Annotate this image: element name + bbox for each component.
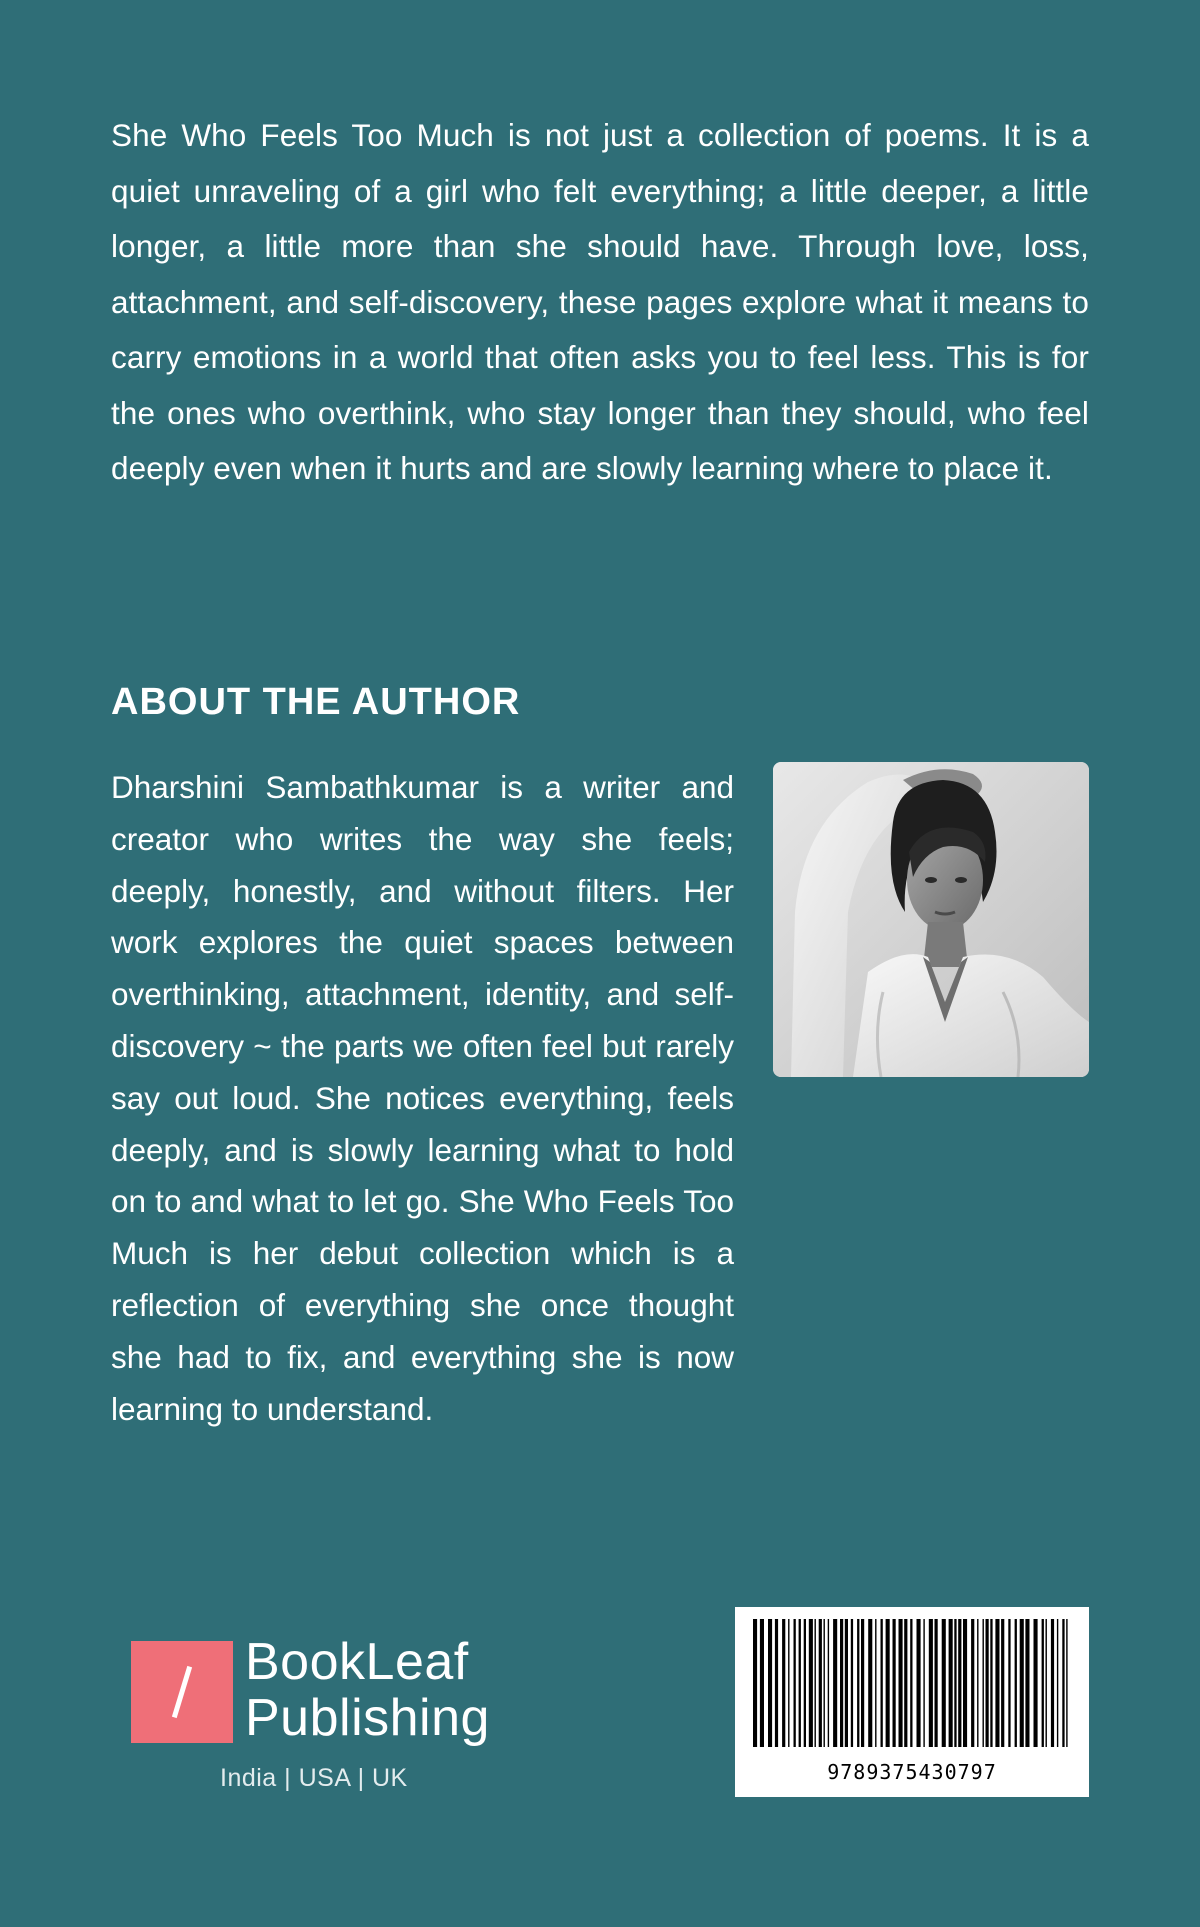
isbn-barcode <box>735 1607 1089 1797</box>
barcode-bar <box>1015 1619 1017 1747</box>
barcode-bar <box>760 1619 764 1747</box>
barcode-bar <box>899 1619 903 1747</box>
barcode-bar <box>942 1619 946 1747</box>
publisher-logo <box>131 1633 511 1796</box>
book-blurb: She Who Feels Too Much is not just a collection of poems. It is a quiet unraveling of a girl who felt everything; a little deeper, a little longer, a little more than she should have. Through love, loss, attachment, and self-discovery, these pages explore what it means to carry emotions in a world that often asks you to feel less. This is for the ones who overthink, who stay longer than they should, who feel deeply even when it hurts and are slowly learning where to place it. <box>111 117 1089 486</box>
barcode-bar <box>851 1619 853 1747</box>
barcode-bar <box>833 1619 837 1747</box>
barcode-bar <box>1062 1619 1064 1747</box>
isbn-number: 9789375430797 <box>827 1760 997 1784</box>
barcode-bars <box>735 1607 1089 1757</box>
slash-mark-icon <box>131 1641 233 1743</box>
barcode-bar <box>1046 1619 1047 1747</box>
barcode-bar <box>788 1619 789 1747</box>
barcode-bar <box>990 1619 992 1747</box>
barcode-bar <box>782 1619 785 1747</box>
barcode-bar <box>875 1619 876 1747</box>
barcode-bar <box>824 1619 825 1747</box>
publisher-name-line1: BookLeaf <box>245 1633 469 1691</box>
barcode-bar <box>1042 1619 1044 1747</box>
barcode-bar <box>828 1619 829 1747</box>
barcode-bar <box>958 1619 961 1747</box>
barcode-bar <box>923 1619 924 1747</box>
barcode-bar <box>986 1619 989 1747</box>
barcode-bar <box>845 1619 848 1747</box>
barcode-bar <box>753 1619 757 1747</box>
barcode-bar <box>949 1619 953 1747</box>
barcode-bar <box>904 1619 907 1747</box>
barcode-bar <box>861 1619 864 1747</box>
barcode-bar <box>794 1619 796 1747</box>
barcode-bar <box>935 1619 938 1747</box>
barcode-bar <box>1057 1619 1058 1747</box>
barcode-bar <box>995 1619 999 1747</box>
barcode-bar <box>857 1619 859 1747</box>
barcode-bar <box>1034 1619 1038 1747</box>
barcode-bar <box>977 1619 978 1747</box>
barcode-bar <box>840 1619 843 1747</box>
barcode-bar <box>815 1619 816 1747</box>
barcode-bar <box>819 1619 822 1747</box>
publisher-regions: India | USA | UK <box>220 1764 408 1792</box>
barcode-bar <box>1020 1619 1024 1747</box>
barcode-bar <box>881 1619 883 1747</box>
barcode-bar <box>971 1619 974 1747</box>
barcode-bar <box>1008 1619 1010 1747</box>
barcode-bar <box>910 1619 912 1747</box>
barcode-bar <box>809 1619 813 1747</box>
about-author-heading: ABOUT THE AUTHOR <box>111 681 521 723</box>
publisher-name-line2: Publishing <box>245 1689 490 1747</box>
barcode-bar <box>768 1619 772 1747</box>
barcode-bar <box>1051 1619 1054 1747</box>
barcode-bar <box>954 1619 956 1747</box>
barcode-bar <box>983 1619 984 1747</box>
barcode-bar <box>868 1619 872 1747</box>
barcode-bar <box>1066 1619 1067 1747</box>
barcode-bar <box>893 1619 896 1747</box>
barcode-bar <box>1025 1619 1029 1747</box>
barcode-bar <box>804 1619 806 1747</box>
barcode-bar <box>799 1619 801 1747</box>
barcode-bar <box>917 1619 921 1747</box>
author-bio: Dharshini Sambathkumar is a writer and creator who writes the way she feels; deeply, honestly, and without filters. Her work explores the quiet spaces between overthinking, attachment, identity, and self-discovery ~ the parts we often feel but rarely say out loud. She notices everything, feels deeply, and is slowly learning what to hold on to and what to let go. She Who Feels Too Much is her debut collection which is a reflection of everything she once thought she had to fix, and everything she is now learning to understand. <box>111 769 734 1427</box>
barcode-bar <box>929 1619 933 1747</box>
publisher-name <box>245 1634 490 1746</box>
barcode-bar <box>775 1619 778 1747</box>
barcode-bar <box>886 1619 890 1747</box>
author-photo <box>773 762 1089 1077</box>
barcode-bar <box>1001 1619 1004 1747</box>
barcode-bar <box>963 1619 967 1747</box>
